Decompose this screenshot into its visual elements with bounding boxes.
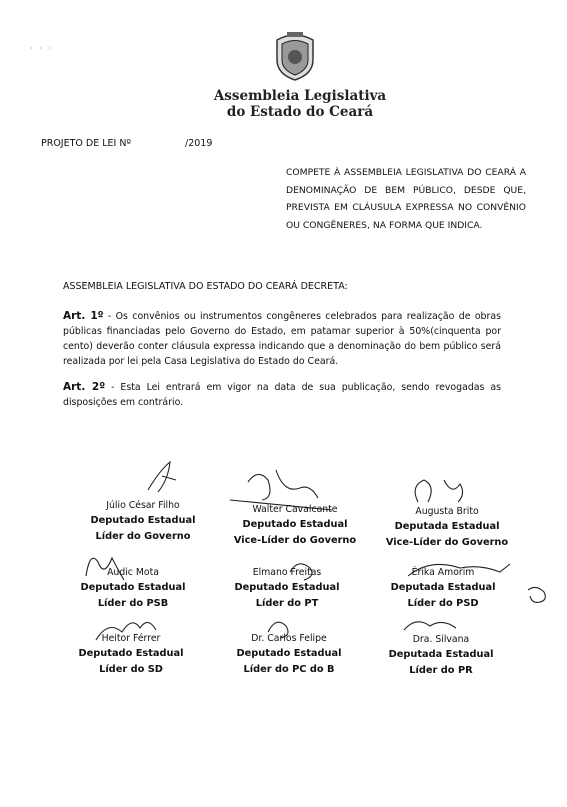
signature-block xyxy=(220,503,370,548)
signatory-name: Augusta Brito xyxy=(415,506,479,517)
signature-block xyxy=(214,632,364,677)
signatory-name: Érika Amorim xyxy=(411,567,475,578)
signatory-role: Líder do PC do B xyxy=(243,663,335,675)
article-label: Art. 2º xyxy=(63,381,106,393)
signatory-title: Deputado Estadual xyxy=(78,648,184,659)
enactment-clause: ASSEMBLEIA LEGISLATIVA DO ESTADO DO CEARÁ DECRETA: xyxy=(63,281,348,292)
institution-name: Assembleia Legislativa xyxy=(213,88,387,104)
signatory-name: Walter Cavalcante xyxy=(252,504,338,515)
signatory-role: Líder do Governo xyxy=(95,530,191,542)
signatory-title: Deputado Estadual xyxy=(242,519,348,530)
signatory-role: Líder do PR xyxy=(409,664,473,676)
signatory-role: Líder do PT xyxy=(255,597,319,609)
signatory-title: Deputado Estadual xyxy=(90,515,196,526)
bill-label: PROJETO DE LEI Nº xyxy=(41,138,131,149)
signatory-role: Vice-Líder do Governo xyxy=(385,536,509,548)
signature-block xyxy=(366,633,516,678)
signatory-name: Heitor Férrer xyxy=(101,633,161,644)
signatory-title: Deputado Estadual xyxy=(234,582,340,593)
signatory-name: Dra. Silvana xyxy=(412,634,470,645)
signature-block xyxy=(212,566,362,611)
signatory-role: Líder do SD xyxy=(99,663,163,675)
signatory-role: Vice-Líder do Governo xyxy=(233,534,357,546)
article-label: Art. 1º xyxy=(63,310,104,322)
signature-block xyxy=(68,499,218,544)
signatory-name: Elmano Freitas xyxy=(252,567,322,578)
article-text: - Os convênios ou instrumentos congêneres celebrados para realização de obras públicas financiadas pelo Governo do Estado, em patamar superior à 50%(cinquenta por cento) deverão conter cláusula expressa indicando que a denominação do bem público será realizada por lei pela Casa Legislativa do Estado do Ceará. xyxy=(63,311,501,367)
coat-of-arms-seal xyxy=(273,30,317,82)
signatory-title: Deputada Estadual xyxy=(394,521,500,532)
institution-state: do Estado do Ceará xyxy=(226,104,374,120)
signature-block xyxy=(56,632,206,677)
signatory-role: Líder do PSD xyxy=(407,597,479,609)
signatory-name: Dr. Carlos Felipe xyxy=(251,633,327,644)
bill-summary: COMPETE À ASSEMBLEIA LEGISLATIVA DO CEARÁ A DENOMINAÇÃO DE BEM PÚBLICO, DESDE QUE, PREVISTA EM CLÁUSULA EXPRESSA NO CONVÊNIO OU CONGÊNERES, NA FORMA QUE INDICA. xyxy=(286,167,526,231)
signature-block xyxy=(368,566,518,611)
signatory-title: Deputada Estadual xyxy=(388,649,494,660)
bill-year: /2019 xyxy=(185,138,213,149)
signatory-role: Líder do PSB xyxy=(97,597,169,609)
signatory-title: Deputado Estadual xyxy=(80,582,186,593)
signature-block xyxy=(58,566,208,611)
signatory-name: Audic Mota xyxy=(107,567,159,578)
article-2 xyxy=(63,380,501,410)
signatory-name: Júlio César Filho xyxy=(106,500,180,511)
signatory-title: Deputada Estadual xyxy=(390,582,496,593)
article-text: - Esta Lei entrará em vigor na data de sua publicação, sendo revogadas as disposições em contrário. xyxy=(63,382,501,408)
signatory-title: Deputado Estadual xyxy=(236,648,342,659)
article-1 xyxy=(63,309,501,369)
scan-mark: · · · xyxy=(30,44,53,53)
signature-block xyxy=(372,505,522,550)
